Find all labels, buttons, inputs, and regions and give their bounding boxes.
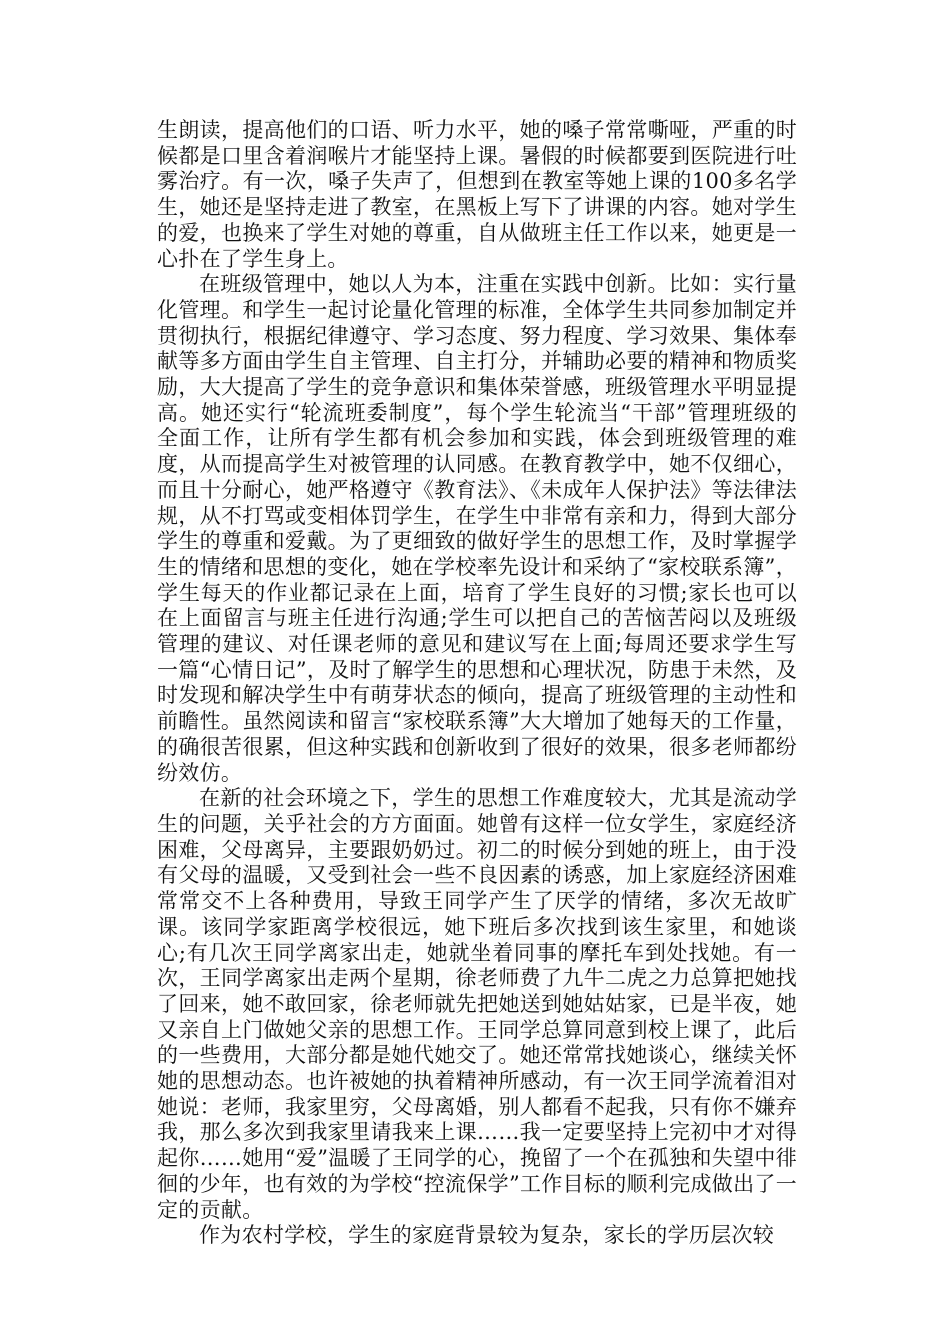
paragraph-3: 在新的社会环境之下，学生的思想工作难度较大，尤其是流动学生的问题，关乎社会的方方面面。她曾有这样一位女学生，家庭经济困难，父母离异，主要跟奶奶过。初二的时候分到她的班上，由于没有父母的温暖，又受到社会一些不良因素的诱惑，加上家庭经济困难常常交不上各种费用，导致王同学产生了厌学的情绪，多次无故旷课。该同学家距离学校很远，她下班后多次找到该生家里，和她谈心;有几次王同学离家出走，她就坐着同事的摩托车到处找她。有一次，王同学离家出走两个星期，徐老师费了九牛二虎之力总算把她找了回来，她不敢回家，徐老师就先把她送到她姑姑家，已是半夜，她又亲自上门做她父亲的思想工作。王同学总算同意到校上课了，此后的一些费用，大部分都是她代她交了。她还常常找她谈心，继续关怀她的思想动态。也许被她的执着精神所感动，有一次王同学流着泪对她说：老师，我家里穷，父母离婚，别人都看不起我，只有你不嫌弃我，那么多次到我家里请我来上课……我一定要坚持上完初中才对得起你……她用“爱”温暖了王同学的心，挽留了一个在孤独和失望中徘徊的少年，也有效的为学校“控流保学”工作目标的顺利完成做出了一定的贡献。 <box>157 786 797 1222</box>
paragraph-2: 在班级管理中，她以人为本，注重在实践中创新。比如：实行量化管理。和学生一起讨论量化管理的标准，全体学生共同参加制定并贯彻执行，根据纪律遵守、学习态度、努力程度、学习效果、集体奉献等多方面由学生自主管理、自主打分，并辅助必要的精神和物质奖励，大大提高了学生的竞争意识和集体荣誉感，班级管理水平明显提高。她还实行“轮流班委制度”，每个学生轮流当“干部”管理班级的全面工作，让所有学生都有机会参加和实践，体会到班级管理的难度，从而提高学生对被管理的认同感。在教育教学中，她不仅细心，而且十分耐心，她严格遵守《教育法》、《未成年人保护法》等法律法规，从不打骂或变相体罚学生，在学生中非常有亲和力，得到大部分学生的尊重和爱戴。为了更细致的做好学生的思想工作，及时掌握学生的情绪和思想的变化，她在学校率先设计和采纳了“家校联系簿”，学生每天的作业都记录在上面，培育了学生良好的习惯;家长也可以在上面留言与班主任进行沟通;学生可以把自己的苦恼苦闷以及班级管理的建议、对任课老师的意见和建议写在上面;每周还要求学生写一篇“心情日记”，及时了解学生的思想和心理状况，防患于未然，及时发现和解决学生中有萌芽状态的倾向，提高了班级管理的主动性和前瞻性。虽然阅读和留言“家校联系簿”大大增加了她每天的工作量，的确很苦很累，但这种实践和创新收到了很好的效果，很多老师都纷纷效仿。 <box>157 272 797 785</box>
paragraph-4: 作为农村学校，学生的家庭背景较为复杂，家长的学历层次较 <box>199 1223 775 1248</box>
paragraph-1: 生朗读，提高他们的口语、听力水平，她的嗓子常常嘶哑，严重的时候都是口里含着润喉片才能坚持上课。暑假的时候都要到医院进行吐雾治疗。有一次，嗓子失声了，但想到在教室等她上课的100多名学生，她还是坚持走进了教室，在黑板上写下了讲课的内容。她对学生的爱，也换来了学生对她的尊重，自从做班主任工作以来，她更是一心扑在了学生身上。 <box>157 118 797 271</box>
document-body <box>157 118 797 1249</box>
